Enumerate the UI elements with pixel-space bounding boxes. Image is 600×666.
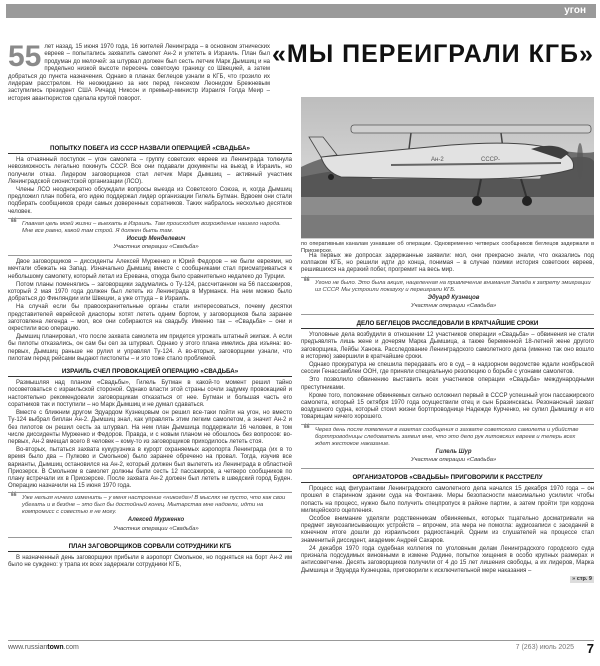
quote-author: Иосиф Менделевич bbox=[126, 235, 186, 242]
paragraph: Вместе с ближним другом Эдуардом Кузнецовым он решил все-таки пойти на угон, но вместо Ту-124 выбрал биплан Ан-2. Дымшиц знал, как управлять этим легким самолетом, а значит Ан-2 и без пилотов он решил сесть за штурвал. На нем план Дымшица поддержали 16 человек, в том числе диссиденты Мурженко и Федоров. Правда, и с новым планом не обошлось без вопросов: во-первых, Ан-2 вмещал всего 8 человек – кому-то из заговорщиков приходилось лететь стоя. bbox=[8, 410, 292, 445]
pull-quote bbox=[301, 273, 594, 315]
quote-author: Эдуард Кузнецов bbox=[427, 294, 480, 301]
article-column-right bbox=[301, 253, 594, 584]
subheading: ПОПЫТКУ ПОБЕГА ИЗ СССР НАЗВАЛИ ОПЕРАЦИЕЙ «СВАДЬБА» bbox=[8, 143, 292, 154]
photo-caption: по оперативным каналам узнавшие об операции. Одновременно четверых сообщников беглецов задержали в Приозерске. bbox=[301, 241, 594, 254]
quote-mark-icon: ❝ bbox=[10, 214, 17, 230]
section-label: угон bbox=[564, 5, 586, 16]
quote-text: Главная цель моей жизни – выехать в Израиль. Там происходит возрождение нашего народа. Мне все равно, какой там строй. Я должен быть там. bbox=[22, 220, 281, 234]
paragraph: Размышляя над планом «Свадьбы», Гилель Бутман в какой-то момент решил тайно посоветоваться с израильской стороной. Однако власти этой страны сочли задумку провокацией и настоятельно рекомендовали заговорщикам отказаться от нее. Бутман и большая часть его соратников так и поступили – но Марк Дымшиц и не думал сдаваться. bbox=[8, 380, 292, 408]
quote-mark-icon: ❝ bbox=[303, 273, 310, 289]
paragraph: Уголовные дела возбудили в отношении 12 участников операции «Свадьба» – обвинения не стали предъявлять лишь жене и дочерям Марка Дымшица, а также беременной 18-летней жене другого заговорщика, Лейбы Ханока. Расследование Ленинградского самолетного дела (именно так оно вошло в историю) завершили в кратчайшие сроки. bbox=[301, 332, 594, 360]
paragraph: Двое заговорщиков – диссиденты Алексей Мурженко и Юрий Федоров – не были евреями, но мечтали сбежать на Запад. Изначально Дымшиц вместе с сообщниками стал присматриваться к небольшому самолету, который летал из Еревана, откуда было сравнительно недалеко до Турции. bbox=[8, 259, 292, 280]
section-bar bbox=[6, 4, 596, 18]
quote-text: Угоно не было. Это была акция, нацеленная на привлечение внимания Запада к запрету эмиграции из СССР. Мы устроили показуху и переиграли КГБ. bbox=[315, 279, 591, 293]
paragraph: На отчаянный поступок – угон самолета – группу советских евреев из Ленинграда толкнула невозможность легально покинуть СССР. Все они подавали документы на выезд в Израиль, но получили отказ. Лидером заговорщиков стал летчик Марк Дымшиц – активный участник Ленинградской сионистской организации (ЛСО). bbox=[8, 157, 292, 185]
quote-author: Алексей Мурженко bbox=[127, 517, 185, 524]
lead-text: лет назад, 15 июня 1970 года, 16 жителей Ленинграда – в основном этнических евреев – попытались захватить самолет Ан-2 и улететь в Израиль. План был продуман до мелочей: за штурвал должен был сесть летчик Марк Дымшиц и на предельно низкой высоте пересечь советскую границу со Швецией, а затем добраться до пункта назначения. Однако в планах беглецов узнали в КГБ, что грозило их лидерам расстрелом. Не неожиданно за них перед генсеком Леонидом Брежневым заступились президент США Ричард Никсон и премьер-министр Израиля Голда Меир – история авантюристов сделала крутой поворот. bbox=[8, 44, 270, 102]
aircraft-type-label: Ан-2 bbox=[431, 157, 444, 163]
article-column-left bbox=[8, 140, 292, 570]
paragraph: Кроме того, положение обвиняемых сильно осложнил первый в СССР успешный угон пассажирского самолета, который 15 октября 1970 года осуществили отец и сын Бразинскасы. Резонансный захват воздушного судна, который стоил жизни бортпроводнице Надежде Курченко, не сулил Дымшицу и его товарищам ничего хорошего. bbox=[301, 392, 594, 421]
paragraph: На случай если бы правоохранительные органы стали интересоваться, почему десятки представителей еврейской диаспоры хотят лететь одним бортом, у заговорщиков была заранее заготовлена легенда – мол, все они собираются на свадьбу. Именно так – «Свадьба» – они и окрестили всю операцию. bbox=[8, 304, 292, 333]
pull-quote bbox=[8, 489, 292, 537]
quote-mark-icon: ❝ bbox=[303, 420, 310, 436]
subheading: ПЛАН ЗАГОВОРЩИКОВ СОРВАЛИ СОТРУДНИКИ КГБ bbox=[8, 541, 292, 552]
subheading: ИЗРАИЛЬ СЧЕЛ ПРОВОКАЦИЕЙ ОПЕРАЦИЮ «СВАДЬБА» bbox=[8, 366, 292, 377]
paragraph: Особое внимание уделяли родственникам обвиняемых, которых тщательно досматривали на предмет звукозаписывающих устройств – впрочем, эта мера не помогла: аудиозаписи с заседаний в конечном итоге дошли до израильских радиостанций. Одним из слушателей на процессе стал знаменитый диссидент, академик Андрей Сахаров. bbox=[301, 516, 594, 544]
paragraph: Члены ЛСО неоднократно обсуждали вопросы выезда из Советского Союза, и, когда Дымшиц предложил план побега, его идею поддержал лидер организации Гилель Бутман. Вдвоем они стали подбирать сообщников среди самых доверенных соратников. Таких набралось несколько десятков человек. bbox=[8, 187, 292, 215]
site-url-prefix: www.russian bbox=[8, 644, 48, 651]
site-url-brand: town bbox=[47, 644, 64, 651]
paragraph: Это позволило обвинению выставить всех участников операции «Свадьба» международными преступниками. bbox=[301, 377, 594, 391]
quote-role: Участник операции «Свадьба» bbox=[410, 302, 497, 309]
paragraph: На первых же допросах задержанные заявили: мол, они прекрасно знали, что оказались под колпаком КГБ, но решили идти до конца, понимая – в случае поимки история советских евреев, решившихся на дерзкий побег, прогремит на весь мир. bbox=[301, 253, 594, 274]
paragraph: Потом планы поменялись – заговорщики задумались о Ту-124, рассчитанном на 56 пассажиров, который 2 мая 1970 года должен был лететь из Ленинграда в Мурманск. На нем можно было добраться до Финляндии или Швеции, а уже оттуда – в Израиль. bbox=[8, 281, 292, 303]
paragraph: Дымшиц планировал, что после захвата самолета им придется угрожать штатный экипаж. А если бы пилоты отказались, он сам бы сел за штурвал. Однако у этого плана имелись два изъяна: во-первых, Дымшиц раньше не рулил и управлял Ту-124. А во-вторых, заговорщики узнали, что пилотам перед рейсами выдают пистолеты – и это тоже стало проблемой. bbox=[8, 334, 292, 362]
subheading: ОРГАНИЗАТОРОВ «СВАДЬБЫ» ПРИГОВОРИЛИ К РАССТРЕЛУ bbox=[301, 472, 594, 483]
quote-mark-icon: ❝ bbox=[10, 489, 17, 505]
quote-author: Гилель Шур bbox=[435, 448, 472, 455]
lead-paragraph bbox=[8, 40, 270, 103]
paragraph: Процесс над фигурантами Ленинградского самолетного дела начался 15 декабря 1970 года – он прошел в старинном здании суда на Фонтанке. Меры безопасности максимально усилили: чтобы попасть на процесс, нужно было получить спецпропуск в районе партии, а затем пройти три кордона милицейского оцепления. bbox=[301, 486, 594, 514]
quote-role: Участник операции «Свадьба» bbox=[410, 456, 497, 463]
continued-on-page-link[interactable]: » стр. 9 bbox=[572, 575, 592, 582]
paragraph: В назначенный день заговорщики прибыли в аэропорт Смольное, но подняться на борт Ан-2 им было не суждено: у трапа их всех задержали сотрудники КГБ, bbox=[8, 554, 292, 569]
quote-text: Уже нельзя ничего изменить – у меня настроение «никогда»! В мыслях не пусто, что как свои убегать и в бездне – это был бы достойный конец. Мытарства мне надоели, идти на компромисс с совестью я не могу. bbox=[22, 495, 286, 516]
aircraft-registration: СССР- bbox=[481, 157, 500, 163]
site-url[interactable] bbox=[8, 644, 79, 651]
site-url-suffix: .com bbox=[63, 644, 79, 651]
aircraft-photo-illustration bbox=[301, 97, 594, 239]
paragraph: Во-вторых, пытаться захвата кукурузника в курорт охраняемых аэропорта Ленинграда (их в то время было два – Пулково и Смольное) было заранее обречено на провал. Тогда, изучив все варианты, Дымшиц остановился на Ан-2, который должен был вылететь из Ленинграда в областной Приозерск. В Смольном в самолет должны были сесть 12 пассажиров, а четверо сообщников по плану встречали их в Приозерске. После захвата Ан-2 должен был лететь в шведский город Буден. Операцию назначили на 15 июня 1970 года. bbox=[8, 447, 292, 490]
subheading: ДЕЛО БЕГЛЕЦОВ РАССЛЕДОВАЛИ В КРАТЧАЙШИЕ СРОКИ bbox=[301, 318, 594, 329]
pull-quote bbox=[301, 420, 594, 469]
quote-role: Участник операции «Свадьба» bbox=[113, 244, 199, 251]
headline: «МЫ ПЕРЕИГРАЛИ КГБ» bbox=[272, 40, 594, 68]
pull-quote bbox=[8, 214, 292, 256]
photo-an2-aircraft bbox=[301, 97, 594, 239]
page-footer bbox=[8, 640, 594, 656]
paragraph: Однако прокуратура не спешила передавать его в суд – в надзорном ведомстве ждали ноябрьской сессии Генассамблеи ООН, где приняли специальную резолюцию о борьбе с угонами самолетов. bbox=[301, 362, 594, 376]
issue-info: 7 (263) июль 2025 bbox=[515, 644, 574, 651]
page-number: 7 bbox=[586, 641, 594, 656]
quote-role: Участник операции «Свадьба» bbox=[113, 525, 199, 532]
paragraph: 24 декабря 1970 года судебная коллегия по уголовным делам Ленинградского городского суда признала подсудимых виновными в измене Родине, попытке хищения в особо крупных размерах и антисоветчине. Десять заговорщиков получили от 4 до 15 лет лишения свободы, а их лидеров, Марка Дымшица и Эдуарда Кузнецова, приговорили к исключительной мере наказания – bbox=[301, 545, 594, 574]
quote-text: Через день после появления в газетах сообщения о захвате советского самолета и убийстве бортпроводницы следователь заявил мне, что это дело рук литовских евреев и теперь всех ждет жестокое наказание. bbox=[315, 426, 579, 447]
dropcap: 55 bbox=[8, 40, 42, 73]
